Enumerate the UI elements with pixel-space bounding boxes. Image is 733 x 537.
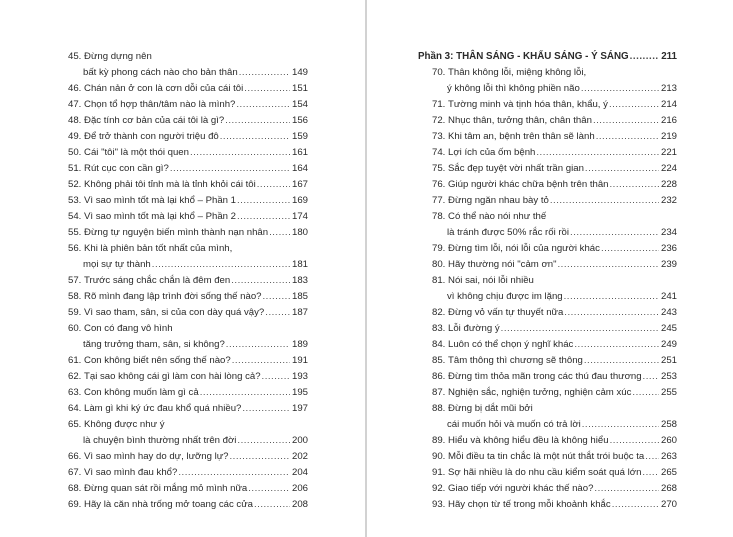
dot-leader — [239, 65, 290, 81]
entry-title: Sắc đẹp tuyệt vời nhất trần gian — [448, 163, 584, 174]
dot-leader — [632, 385, 659, 401]
toc-entry[interactable] — [418, 129, 677, 145]
entry-title: Tại sao không cái gì làm con hài lòng cả? — [84, 371, 261, 382]
dot-leader — [225, 113, 290, 129]
entry-page-number: 239 — [660, 259, 677, 270]
toc-entry[interactable] — [68, 241, 308, 273]
toc-entry[interactable] — [68, 385, 308, 401]
dot-leader — [630, 49, 660, 65]
entry-title: Mỗi điều ta tin chắc là một nút thắt trói buộc ta — [448, 451, 645, 462]
entry-page-number: 236 — [660, 243, 677, 254]
entry-page-number: 206 — [291, 483, 308, 494]
entry-title: Cái "tôi" là một thói quen — [84, 147, 189, 158]
dot-leader — [645, 449, 659, 465]
entry-title-continued: tăng trưởng tham, sân, si không? — [83, 339, 225, 350]
entry-page-number: 265 — [660, 467, 677, 478]
entry-number: 78. — [432, 211, 446, 222]
entry-page-number: 159 — [291, 131, 308, 142]
dot-leader — [581, 81, 659, 97]
entry-page-number: 255 — [660, 387, 677, 398]
entry-title: Đừng dựng nên — [84, 51, 152, 62]
entry-title: Thân không lỗi, miệng không lỗi, — [448, 67, 587, 78]
entry-number: 53. — [68, 195, 82, 206]
entry-page-number: 202 — [291, 451, 308, 462]
entry-page-number: 197 — [291, 403, 308, 414]
entry-number: 73. — [432, 131, 446, 142]
entry-title: Chọn tổ hợp thân/tâm nào là mình? — [84, 99, 236, 110]
entry-title: Vì sao mình hay do dự, lưỡng lự? — [84, 451, 229, 462]
entry-title-continued: là tránh được 50% rắc rối rồi — [447, 227, 570, 238]
entry-page-number: 270 — [660, 499, 677, 510]
entry-number: 59. — [68, 307, 82, 318]
entry-page-number: 214 — [660, 99, 677, 110]
entry-page-number: 174 — [291, 211, 308, 222]
toc-entry[interactable] — [68, 225, 308, 241]
dot-leader — [642, 465, 659, 481]
toc-entry[interactable] — [418, 433, 677, 449]
entry-page-number: 154 — [291, 99, 308, 110]
entry-title-continued: mọi sự tự thành — [83, 259, 151, 270]
dot-leader — [230, 449, 290, 465]
entry-page-number: 183 — [291, 275, 308, 286]
entry-number: 64. — [68, 403, 82, 414]
dot-leader — [178, 465, 290, 481]
toc-entry[interactable] — [418, 337, 677, 353]
toc-entry[interactable] — [68, 161, 308, 177]
entry-number: 54. — [68, 211, 82, 222]
entry-page-number: 164 — [291, 163, 308, 174]
toc-list-right — [418, 65, 677, 513]
entry-number: 85. — [432, 355, 446, 366]
dot-leader — [200, 385, 290, 401]
entry-page-number: 251 — [660, 355, 677, 366]
entry-number: 48. — [68, 115, 82, 126]
dot-leader — [536, 145, 659, 161]
dot-leader — [610, 177, 659, 193]
entry-number: 67. — [68, 467, 82, 478]
entry-title: Đừng quan sát rồi mắng mỏ mình nữa — [84, 483, 248, 494]
entry-page-number: 232 — [660, 195, 677, 206]
section-heading-page: 211 — [661, 51, 677, 62]
entry-page-number: 169 — [291, 195, 308, 206]
entry-page-number: 189 — [291, 339, 308, 350]
toc-entry[interactable] — [68, 321, 308, 353]
dot-leader — [232, 353, 290, 369]
entry-page-number: 243 — [660, 307, 677, 318]
section-heading-title: Phần 3: THÂN SÁNG - KHẨU SÁNG - Ý SÁNG — [418, 51, 629, 62]
entry-title-continued: vì không chịu được im lặng — [447, 291, 563, 302]
dot-leader — [501, 321, 659, 337]
entry-title: Rút cục con cần gì? — [84, 163, 169, 174]
toc-list-left — [68, 49, 308, 513]
toc-entry[interactable] — [68, 145, 308, 161]
entry-title: Luôn có thể chọn ý nghĩ khác — [448, 339, 574, 350]
entry-title: Làm gì khi ký ức đau khổ quá nhiều? — [84, 403, 242, 414]
entry-page-number: 253 — [660, 371, 677, 382]
toc-entry[interactable] — [68, 449, 308, 465]
entry-page-number: 193 — [291, 371, 308, 382]
dot-leader — [263, 289, 290, 305]
left-page — [68, 49, 308, 513]
entry-number: 46. — [68, 83, 82, 94]
entry-title: Vì sao mình tốt mà lại khổ – Phần 1 — [84, 195, 237, 206]
dot-leader — [582, 417, 659, 433]
toc-entry[interactable] — [418, 113, 677, 129]
entry-number: 84. — [432, 339, 446, 350]
entry-title: Đừng tìm lỗi, nói lỗi của người khác — [448, 243, 600, 254]
entry-page-number: 195 — [291, 387, 308, 398]
dot-leader — [609, 97, 659, 113]
entry-page-number: 156 — [291, 115, 308, 126]
dot-leader — [593, 113, 659, 129]
toc-entry[interactable] — [68, 129, 308, 145]
toc-entry[interactable] — [68, 193, 308, 209]
dot-leader — [237, 209, 290, 225]
entry-number: 50. — [68, 147, 82, 158]
entry-title: Rõ mình đang lập trình đời sống thế nào? — [84, 291, 262, 302]
entry-number: 65. — [68, 419, 82, 430]
toc-entry[interactable] — [68, 481, 308, 497]
entry-title: Con không muốn làm gì cả — [84, 387, 199, 398]
entry-number: 68. — [68, 483, 82, 494]
dot-leader — [244, 81, 290, 97]
entry-page-number: 180 — [291, 227, 308, 238]
entry-number: 63. — [68, 387, 82, 398]
dot-leader — [596, 129, 659, 145]
toc-entry[interactable] — [68, 497, 308, 513]
dot-leader — [269, 225, 290, 241]
entry-number: 91. — [432, 467, 446, 478]
entry-page-number: 200 — [291, 435, 308, 446]
dot-leader — [242, 401, 290, 417]
entry-title: Có thể nào nói như thế — [448, 211, 547, 222]
entry-number: 83. — [432, 323, 446, 334]
dot-leader — [558, 257, 659, 273]
toc-entry[interactable] — [68, 81, 308, 97]
toc-entry[interactable] — [68, 209, 308, 225]
toc-entry[interactable] — [418, 177, 677, 193]
dot-leader — [152, 257, 290, 273]
section-heading — [418, 49, 677, 65]
entry-title: Lợi ích của ốm bệnh — [448, 147, 536, 158]
entry-title: Đừng ngăn nhau bày tỏ — [448, 195, 549, 206]
entry-title: Đừng tự nguyện biến mình thành nạn nhân — [84, 227, 269, 238]
entry-page-number: 151 — [291, 83, 308, 94]
dot-leader — [610, 433, 659, 449]
dot-leader — [190, 145, 290, 161]
entry-number: 93. — [432, 499, 446, 510]
book-gutter — [365, 0, 367, 537]
toc-entry[interactable] — [418, 241, 677, 257]
dot-leader — [564, 305, 659, 321]
entry-page-number: 263 — [660, 451, 677, 462]
toc-entry[interactable] — [418, 257, 677, 273]
toc-entry[interactable] — [68, 369, 308, 385]
toc-entry[interactable] — [68, 113, 308, 129]
entry-title: Nói sai, nói lỗi nhiều — [448, 275, 534, 286]
entry-title: Không phải tôi tỉnh mà là tỉnh khỏi cái tôi — [84, 179, 256, 190]
toc-entry[interactable] — [418, 193, 677, 209]
dot-leader — [257, 177, 290, 193]
entry-number: 66. — [68, 451, 82, 462]
entry-page-number: 149 — [291, 67, 308, 78]
entry-title: Hãy thường nói "cảm ơn" — [448, 259, 557, 270]
toc-entry[interactable] — [68, 177, 308, 193]
dot-leader — [601, 241, 659, 257]
entry-title: Giao tiếp với người khác thế nào? — [448, 483, 594, 494]
toc-entry[interactable] — [68, 273, 308, 289]
entry-number: 74. — [432, 147, 446, 158]
dot-leader — [262, 369, 290, 385]
toc-entry[interactable] — [418, 321, 677, 337]
entry-number: 92. — [432, 483, 446, 494]
entry-title-continued: ý không lỗi thì không phiền não — [447, 83, 580, 94]
entry-number: 49. — [68, 131, 82, 142]
entry-number: 62. — [68, 371, 82, 382]
entry-number: 57. — [68, 275, 82, 286]
entry-page-number: 221 — [660, 147, 677, 158]
entry-page-number: 228 — [660, 179, 677, 190]
entry-title: Vì sao mình tốt mà lại khổ – Phần 2 — [84, 211, 237, 222]
entry-title: Đừng vỏ vấn tự thuyết nữa — [448, 307, 564, 318]
right-page — [418, 49, 677, 513]
toc-entry[interactable] — [68, 305, 308, 321]
toc-entry[interactable] — [68, 417, 308, 449]
entry-number: 51. — [68, 163, 82, 174]
entry-page-number: 187 — [291, 307, 308, 318]
entry-number: 87. — [432, 387, 446, 398]
entry-page-number: 260 — [660, 435, 677, 446]
toc-entry[interactable] — [68, 353, 308, 369]
dot-leader — [220, 129, 290, 145]
dot-leader — [612, 497, 659, 513]
entry-number: 86. — [432, 371, 446, 382]
entry-number: 52. — [68, 179, 82, 190]
entry-number: 77. — [432, 195, 446, 206]
entry-page-number: 216 — [660, 115, 677, 126]
entry-number: 45. — [68, 51, 82, 62]
entry-title: Nhục thân, tưởng thân, chân thân — [448, 115, 592, 126]
entry-title: Đặc tính cơ bản của cái tôi là gì? — [84, 115, 225, 126]
entry-title: Trước sáng chắc chắn là đêm đen — [84, 275, 231, 286]
entry-page-number: 245 — [660, 323, 677, 334]
dot-leader — [585, 161, 659, 177]
toc-entry[interactable] — [68, 465, 308, 481]
dot-leader — [265, 305, 290, 321]
entry-page-number: 224 — [660, 163, 677, 174]
entry-title: Nghiện sắc, nghiện tưởng, nghiện cảm xúc — [448, 387, 632, 398]
dot-leader — [248, 481, 290, 497]
toc-entry[interactable] — [418, 481, 677, 497]
entry-number: 70. — [432, 67, 446, 78]
entry-page-number: 204 — [291, 467, 308, 478]
dot-leader — [236, 97, 290, 113]
entry-title: Hãy là căn nhà trống mở toang các cửa — [84, 499, 253, 510]
entry-number: 72. — [432, 115, 446, 126]
entry-number: 58. — [68, 291, 82, 302]
entry-page-number: 161 — [291, 147, 308, 158]
entry-title-continued: là chuyện bình thường nhất trên đời — [83, 435, 237, 446]
entry-title: Không được như ý — [84, 419, 165, 430]
toc-entry[interactable] — [418, 353, 677, 369]
entry-number: 69. — [68, 499, 82, 510]
entry-page-number: 213 — [660, 83, 677, 94]
entry-page-number: 185 — [291, 291, 308, 302]
entry-title: Con có đang vô hình — [84, 323, 173, 334]
entry-page-number: 219 — [660, 131, 677, 142]
dot-leader — [237, 193, 290, 209]
dot-leader — [550, 193, 659, 209]
dot-leader — [584, 353, 659, 369]
entry-number: 89. — [432, 435, 446, 446]
dot-leader — [564, 289, 659, 305]
toc-entry[interactable] — [418, 273, 677, 305]
toc-entry[interactable] — [418, 465, 677, 481]
toc-entry[interactable] — [418, 65, 677, 97]
entry-page-number: 241 — [660, 291, 677, 302]
entry-title: Vì sao tham, sân, si của con dày quá vậy? — [84, 307, 265, 318]
entry-page-number: 191 — [291, 355, 308, 366]
entry-title: Giúp người khác chữa bệnh trên thân — [448, 179, 609, 190]
entry-page-number: 268 — [660, 483, 677, 494]
entry-number: 61. — [68, 355, 82, 366]
dot-leader — [254, 497, 290, 513]
entry-page-number: 249 — [660, 339, 677, 350]
toc-entry[interactable] — [68, 49, 308, 81]
entry-title: Để trở thành con người triệu đô — [84, 131, 219, 142]
entry-title: Sợ hãi nhiều là do nhu cầu kiểm soát quá lớn — [448, 467, 642, 478]
entry-number: 81. — [432, 275, 446, 286]
entry-title: Lỗi đường ý — [448, 323, 500, 334]
entry-number: 75. — [432, 163, 446, 174]
dot-leader — [574, 337, 659, 353]
toc-entry[interactable] — [68, 401, 308, 417]
entry-number: 71. — [432, 99, 446, 110]
entry-title: Khi là phiên bản tốt nhất của mình, — [84, 243, 233, 254]
entry-title: Tường minh và tịnh hóa thân, khẩu, ý — [448, 99, 608, 110]
entry-number: 79. — [432, 243, 446, 254]
dot-leader — [231, 273, 290, 289]
toc-entry[interactable] — [418, 97, 677, 113]
entry-number: 80. — [432, 259, 446, 270]
dot-leader — [237, 433, 290, 449]
toc-entry[interactable] — [418, 497, 677, 513]
dot-leader — [594, 481, 659, 497]
entry-title: Con không biết nên sống thế nào? — [84, 355, 231, 366]
dot-leader — [570, 225, 659, 241]
dot-leader — [643, 369, 659, 385]
toc-entry[interactable] — [68, 289, 308, 305]
entry-number: 82. — [432, 307, 446, 318]
entry-title-continued: cái muốn hỏi và muốn có trả lời — [447, 419, 581, 430]
dot-leader — [170, 161, 290, 177]
entry-number: 47. — [68, 99, 82, 110]
entry-number: 60. — [68, 323, 82, 334]
entry-title: Hiểu và không hiểu đều là không hiểu — [448, 435, 609, 446]
toc-entry[interactable] — [418, 145, 677, 161]
entry-title: Đừng tìm thỏa mãn trong các thú đau thương — [448, 371, 642, 382]
entry-page-number: 258 — [660, 419, 677, 430]
toc-entry[interactable] — [418, 209, 677, 241]
dot-leader — [226, 337, 290, 353]
toc-entry[interactable] — [418, 401, 677, 433]
entry-number: 55. — [68, 227, 82, 238]
toc-entry[interactable] — [418, 369, 677, 385]
entry-page-number: 167 — [291, 179, 308, 190]
toc-entry[interactable] — [418, 449, 677, 465]
entry-title: Khi tâm an, bệnh trên thân sẽ lành — [448, 131, 595, 142]
entry-number: 76. — [432, 179, 446, 190]
toc-entry[interactable] — [418, 161, 677, 177]
entry-title: Chán nản ở con là cơn dỗi của cái tôi — [84, 83, 244, 94]
entry-page-number: 208 — [291, 499, 308, 510]
toc-entry[interactable] — [418, 305, 677, 321]
entry-number: 88. — [432, 403, 446, 414]
entry-title: Tâm thông thì chương sẽ thông — [448, 355, 583, 366]
entry-title: Hãy chọn từ tế trong mỗi khoảnh khắc — [448, 499, 611, 510]
entry-number: 90. — [432, 451, 446, 462]
toc-entry[interactable] — [418, 385, 677, 401]
entry-page-number: 181 — [291, 259, 308, 270]
entry-title: Đừng bị dắt mũi bởi — [448, 403, 533, 414]
entry-number: 56. — [68, 243, 82, 254]
entry-title-continued: bất kỳ phong cách nào cho bản thân — [83, 67, 238, 78]
entry-title: Vì sao mình đau khổ? — [84, 467, 178, 478]
toc-entry[interactable] — [68, 97, 308, 113]
entry-page-number: 234 — [660, 227, 677, 238]
